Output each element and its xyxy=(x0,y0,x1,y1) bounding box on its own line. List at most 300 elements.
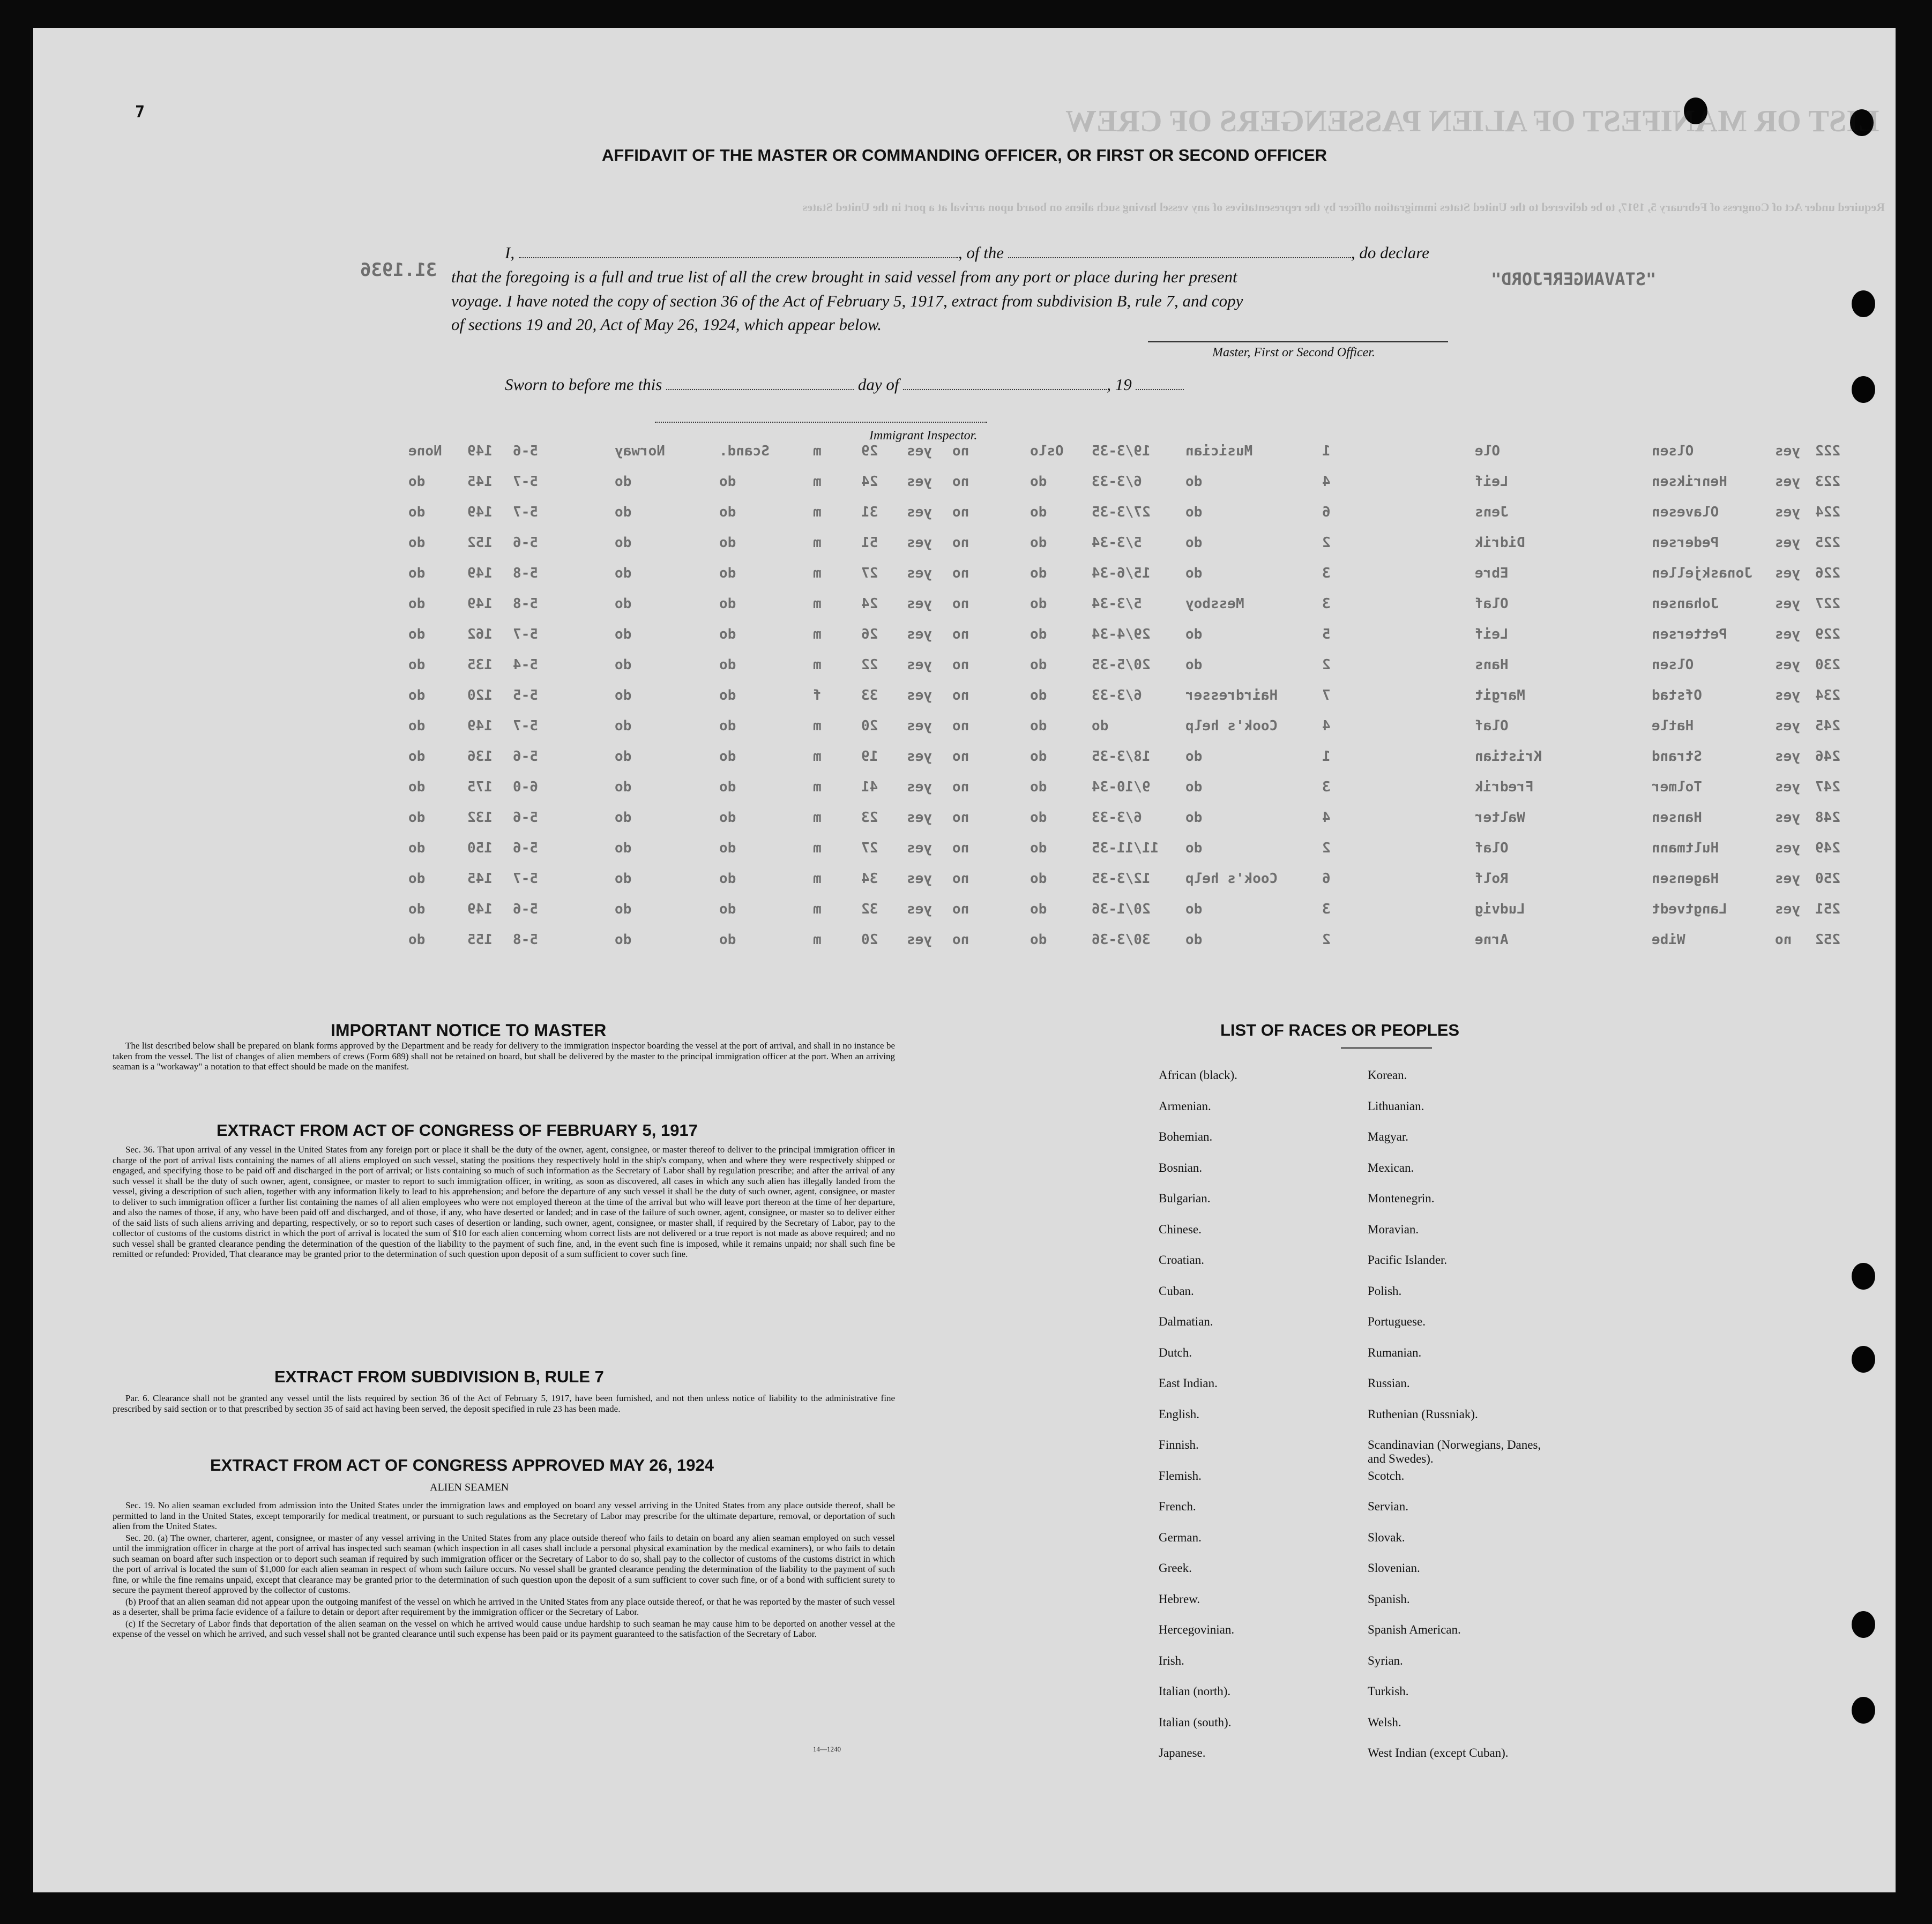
race-item: Spanish. xyxy=(1368,1592,1410,1606)
crew-cell-grade: 2 xyxy=(1322,932,1331,948)
crew-cell-nat: do xyxy=(615,932,632,948)
crew-cell-misc: do xyxy=(408,840,426,856)
affidavit-line-1 xyxy=(505,243,1429,263)
crew-cell-c1: no xyxy=(952,840,969,856)
race-item: Slovenian. xyxy=(1368,1561,1420,1575)
crew-cell-ht: 5-6 xyxy=(513,443,538,459)
crew-cell-occ: do xyxy=(1185,932,1203,948)
race-item: Hercegovinian. xyxy=(1159,1623,1235,1636)
crew-cell-surname: Wibe xyxy=(1652,932,1685,948)
crew-cell-sex: m xyxy=(813,779,822,795)
crew-cell-sex: m xyxy=(813,565,822,581)
crew-cell-surname: Olavesen xyxy=(1652,504,1719,520)
punch-hole xyxy=(1852,1697,1875,1724)
crew-cell-sex: m xyxy=(813,504,822,520)
crew-cell-race: do xyxy=(719,718,736,734)
race-item: Scotch. xyxy=(1368,1469,1405,1483)
ghost-date-stamp: 31.1936 xyxy=(360,259,437,281)
crew-cell-date: 12/3-35 xyxy=(1092,871,1151,887)
crew-cell-c2: yes xyxy=(907,443,932,459)
ghost-corner-mark: 7 xyxy=(135,103,145,122)
crew-cell-race: do xyxy=(719,687,736,703)
crew-cell-given: Olaf xyxy=(1475,718,1509,734)
crew-cell-port: do xyxy=(1030,871,1047,887)
extract-1917-body xyxy=(113,1144,895,1261)
crew-cell-occ: do xyxy=(1185,504,1203,520)
race-item: Portuguese. xyxy=(1368,1315,1426,1328)
crew-cell-ht: 5-8 xyxy=(513,932,538,948)
crew-cell-c2: yes xyxy=(907,718,932,734)
year-prefix-label: , 19 xyxy=(1107,375,1132,394)
crew-cell-age: 29 xyxy=(861,443,878,459)
crew-cell-date: 18/3-35 xyxy=(1092,748,1151,765)
ghost-list-title: LIST OR MANIFEST OF ALIEN PASSENGERS OF CREW xyxy=(1065,103,1879,138)
crew-cell-age: 22 xyxy=(861,657,878,673)
crew-cell-date: 29/4-34 xyxy=(1092,626,1151,642)
crew-cell-wt: 132 xyxy=(467,810,493,826)
crew-cell-given: Didrik xyxy=(1475,535,1525,551)
crew-cell-age: 34 xyxy=(861,871,878,887)
crew-cell-nat: do xyxy=(615,718,632,734)
crew-cell-nat: do xyxy=(615,657,632,673)
crew-cell-nat: do xyxy=(615,840,632,856)
crew-cell-misc: do xyxy=(408,718,426,734)
crew-cell-race: do xyxy=(719,535,736,551)
crew-cell-port: do xyxy=(1030,504,1047,520)
sec-20a-text: Sec. 20. (a) The owner, charterer, agent, consignee, or master of any vessel arriving in the United States from any place outside thereof who fails to detain on board any alien seaman employed on such vessel until the immigration officer in charge at the port of arrival has inspected such seaman (which inspection in all cases shall include a personal physical examination by the medical examiners), or who fails to detain such seaman on board after such inspection or to deport such seaman if required by such immigration officer or the Secretary of Labor to do so, shall pay to the collector of customs of the customs district in which the port of arrival is located the sum of $1,000 for each alien seaman in respect of whom such failure occurs. No vessel shall be granted clearance pending the determination of the liability to the payment of such fine, or while the fine remains unpaid, except that clearance may be granted prior to the determination of such question upon the deposit of a sum sufficient to cover such fine, or of a bond with sufficient surety to secure the payment thereof approved by the collector of customs. xyxy=(113,1532,895,1595)
crew-cell-surname: Johansen xyxy=(1652,596,1719,612)
crew-cell-given: Hans xyxy=(1475,657,1509,673)
crew-cell-date: 11/11-35 xyxy=(1092,840,1159,856)
crew-cell-a: yes xyxy=(1775,565,1800,581)
crew-cell-c2: yes xyxy=(907,932,932,948)
day-of-label: day of xyxy=(857,375,899,394)
crew-cell-port: do xyxy=(1030,626,1047,642)
crew-cell-ht: 5-7 xyxy=(513,626,538,642)
crew-cell-c2: yes xyxy=(907,901,932,917)
race-item: Lithuanian. xyxy=(1368,1099,1424,1113)
notice-title: IMPORTANT NOTICE TO MASTER xyxy=(331,1021,607,1040)
crew-cell-c1: no xyxy=(952,932,969,948)
crew-cell-c2: yes xyxy=(907,565,932,581)
crew-cell-nat: do xyxy=(615,871,632,887)
punch-hole xyxy=(1852,1346,1875,1373)
crew-cell-given: Margit xyxy=(1475,687,1525,703)
race-item: Bohemian. xyxy=(1159,1130,1213,1143)
crew-cell-nat: do xyxy=(615,596,632,612)
crew-cell-surname: Jonaskjellen xyxy=(1652,565,1752,581)
crew-cell-nat: do xyxy=(615,779,632,795)
notice-text: The list described below shall be prepared on blank forms approved by the Department and be ready for delivery to the immigration inspector boarding the vessel at the port of arrival, and shall in no instance be taken from the vessel. The list of changes of alien members of crews (Form 689) shall not be retained on board, but shall be delivered by the master to the principal immigration officer at the port. When an arriving seaman is a "workaway" a notation to that effect should be made on the manifest. xyxy=(113,1040,895,1072)
race-item: Magyar. xyxy=(1368,1130,1409,1143)
declare-label: , do declare xyxy=(1351,243,1429,262)
crew-cell-no: 229 xyxy=(1815,626,1840,642)
crew-cell-date: 19/3-35 xyxy=(1092,443,1151,459)
crew-cell-race: do xyxy=(719,596,736,612)
crew-cell-surname: Langtvedt xyxy=(1652,901,1727,917)
race-item: Ruthenian (Russniak). xyxy=(1368,1407,1478,1421)
crew-cell-grade: 5 xyxy=(1322,626,1331,642)
crew-cell-surname: Hatle xyxy=(1652,718,1694,734)
crew-cell-wt: 152 xyxy=(467,535,493,551)
crew-cell-surname: Olsen xyxy=(1652,657,1694,673)
race-item: Hebrew. xyxy=(1159,1592,1200,1606)
crew-cell-a: yes xyxy=(1775,779,1800,795)
crew-cell-wt: 136 xyxy=(467,748,493,765)
crew-cell-age: 32 xyxy=(861,901,878,917)
crew-cell-given: Arne xyxy=(1475,932,1509,948)
crew-cell-c1: no xyxy=(952,871,969,887)
crew-cell-c2: yes xyxy=(907,871,932,887)
crew-cell-c2: yes xyxy=(907,474,932,490)
crew-cell-c2: yes xyxy=(907,810,932,826)
race-item: Dalmatian. xyxy=(1159,1315,1213,1328)
crew-cell-ht: 5-6 xyxy=(513,901,538,917)
crew-cell-a: yes xyxy=(1775,504,1800,520)
crew-cell-no: 247 xyxy=(1815,779,1840,795)
race-item: Slovak. xyxy=(1368,1530,1405,1544)
ghost-subtitle: Required under Act of Congress of February 5, 1917, to be delivered to the United States immigration officer by the representatives of any vessel having such aliens on board upon arrival at a port in the United States xyxy=(802,200,1885,214)
crew-cell-a: yes xyxy=(1775,901,1800,917)
crew-cell-surname: Hagensen xyxy=(1652,871,1719,887)
crew-cell-a: yes xyxy=(1775,871,1800,887)
crew-cell-wt: 175 xyxy=(467,779,493,795)
race-item: Russian. xyxy=(1368,1376,1410,1390)
race-item: Pacific Islander. xyxy=(1368,1253,1448,1267)
crew-cell-given: Olaf xyxy=(1475,840,1509,856)
crew-cell-no: 248 xyxy=(1815,810,1840,826)
race-item: Finnish. xyxy=(1159,1438,1199,1451)
crew-cell-age: 26 xyxy=(861,626,878,642)
sworn-month-field[interactable] xyxy=(903,377,1107,390)
crew-cell-misc: do xyxy=(408,565,426,581)
crew-cell-given: Leif xyxy=(1475,474,1509,490)
crew-cell-no: 222 xyxy=(1815,443,1840,459)
inspector-signature-line[interactable] xyxy=(655,422,987,423)
crew-cell-ht: 5-7 xyxy=(513,504,538,520)
race-item: Mexican. xyxy=(1368,1161,1414,1174)
crew-cell-ht: 5-6 xyxy=(513,810,538,826)
sworn-line xyxy=(505,375,1184,394)
crew-cell-nat: do xyxy=(615,901,632,917)
crew-cell-misc: do xyxy=(408,657,426,673)
crew-cell-grade: 3 xyxy=(1322,901,1331,917)
crew-cell-date: 30/3-36 xyxy=(1092,932,1151,948)
race-item: French. xyxy=(1159,1500,1196,1513)
crew-cell-c1: no xyxy=(952,779,969,795)
crew-cell-given: Leif xyxy=(1475,626,1509,642)
crew-cell-no: 234 xyxy=(1815,687,1840,703)
race-item: West Indian (except Cuban). xyxy=(1368,1746,1509,1760)
crew-cell-no: 250 xyxy=(1815,871,1840,887)
race-item: Syrian. xyxy=(1368,1653,1403,1667)
rule-7-body xyxy=(113,1393,895,1415)
crew-cell-grade: 4 xyxy=(1322,718,1331,734)
crew-cell-surname: Henriksen xyxy=(1652,474,1727,490)
par-6-text: Par. 6. Clearance shall not be granted any vessel until the lists required by section 36 of the Act of February 5, 1917, have been furnished, and not then unless notice of liability to the administrative fine prescribed by said section or to that prescribed by section 35 of said act having been served, the deposit specified in rule 23 has been made. xyxy=(113,1393,895,1414)
crew-cell-c2: yes xyxy=(907,748,932,765)
crew-cell-port: do xyxy=(1030,932,1047,948)
crew-cell-port: do xyxy=(1030,474,1047,490)
crew-cell-occ: Hairdresser xyxy=(1185,687,1278,703)
crew-cell-wt: 149 xyxy=(467,596,493,612)
crew-cell-a: yes xyxy=(1775,474,1800,490)
crew-cell-given: Kristian xyxy=(1475,748,1542,765)
crew-cell-c1: no xyxy=(952,565,969,581)
race-item: Flemish. xyxy=(1159,1469,1202,1483)
crew-cell-a: yes xyxy=(1775,596,1800,612)
crew-cell-ht: 5-5 xyxy=(513,687,538,703)
race-item: Japanese. xyxy=(1159,1746,1206,1760)
extract-1924-title: EXTRACT FROM ACT OF CONGRESS APPROVED MAY 26, 1924 xyxy=(210,1456,714,1474)
crew-cell-ht: 5-6 xyxy=(513,748,538,765)
crew-cell-no: 225 xyxy=(1815,535,1840,551)
crew-cell-nat: do xyxy=(615,504,632,520)
crew-cell-port: do xyxy=(1030,718,1047,734)
crew-cell-nat: Norway xyxy=(615,443,665,459)
crew-cell-grade: 2 xyxy=(1322,657,1331,673)
affidavit-title: AFFIDAVIT OF THE MASTER OR COMMANDING OFFICER, OR FIRST OR SECOND OFFICER xyxy=(601,146,1327,164)
crew-cell-wt: 149 xyxy=(467,718,493,734)
crew-cell-c1: no xyxy=(952,657,969,673)
crew-cell-c1: no xyxy=(952,535,969,551)
crew-cell-nat: do xyxy=(615,474,632,490)
inspector-label: Immigrant Inspector. xyxy=(869,429,978,443)
crew-cell-date: 6/3-33 xyxy=(1092,474,1142,490)
crew-cell-age: 23 xyxy=(861,810,878,826)
extract-1924-body xyxy=(113,1500,895,1641)
crew-cell-sex: m xyxy=(813,657,822,673)
crew-cell-sex: m xyxy=(813,748,822,765)
crew-cell-grade: 4 xyxy=(1322,810,1331,826)
crew-cell-age: 24 xyxy=(861,596,878,612)
crew-cell-race: do xyxy=(719,932,736,948)
crew-cell-misc: do xyxy=(408,474,426,490)
crew-cell-a: yes xyxy=(1775,840,1800,856)
crew-cell-port: do xyxy=(1030,901,1047,917)
crew-cell-port: do xyxy=(1030,535,1047,551)
crew-cell-grade: 3 xyxy=(1322,596,1331,612)
race-item: Korean. xyxy=(1368,1068,1407,1082)
crew-cell-no: 224 xyxy=(1815,504,1840,520)
crew-cell-nat: do xyxy=(615,810,632,826)
crew-cell-occ: Musician xyxy=(1185,443,1253,459)
sworn-day-field[interactable] xyxy=(666,377,854,390)
sec-20c-text: (c) If the Secretary of Labor finds that deportation of the alien seaman on the vessel on which he arrived would cause undue hardship to such seaman he may cause him to be deported on another vessel at the expense of the vessel on which he arrived, and such vessel shall not be granted clearance until such expense has been paid or its payment guaranteed to the satisfaction of the Secretary of Labor. xyxy=(113,1618,895,1639)
crew-cell-misc: do xyxy=(408,535,426,551)
crew-cell-sex: m xyxy=(813,535,822,551)
races-title-rule xyxy=(1341,1047,1432,1049)
crew-cell-a: yes xyxy=(1775,810,1800,826)
crew-cell-grade: 3 xyxy=(1322,565,1331,581)
crew-cell-grade: 2 xyxy=(1322,840,1331,856)
crew-cell-sex: m xyxy=(813,840,822,856)
crew-cell-ht: 5-4 xyxy=(513,657,538,673)
crew-cell-sex: m xyxy=(813,443,822,459)
crew-cell-nat: do xyxy=(615,565,632,581)
crew-cell-grade: 7 xyxy=(1322,687,1331,703)
crew-cell-age: 24 xyxy=(861,474,878,490)
crew-cell-occ: do xyxy=(1185,657,1203,673)
punch-hole xyxy=(1852,290,1875,317)
crew-cell-ht: 5-8 xyxy=(513,596,538,612)
crew-cell-wt: 149 xyxy=(467,504,493,520)
crew-cell-nat: do xyxy=(615,535,632,551)
crew-cell-given: Walter xyxy=(1475,810,1525,826)
crew-cell-given: Fredrik xyxy=(1475,779,1534,795)
race-item: Polish. xyxy=(1368,1284,1402,1298)
crew-cell-misc: do xyxy=(408,810,426,826)
crew-cell-occ: do xyxy=(1185,901,1203,917)
crew-cell-c1: no xyxy=(952,718,969,734)
races-list-title: LIST OF RACES OR PEOPLES xyxy=(1220,1021,1460,1039)
crew-cell-race: do xyxy=(719,779,736,795)
crew-cell-age: 33 xyxy=(861,687,878,703)
crew-cell-nat: do xyxy=(615,687,632,703)
crew-cell-occ: do xyxy=(1185,840,1203,856)
crew-cell-surname: Olsen xyxy=(1652,443,1694,459)
crew-cell-port: do xyxy=(1030,565,1047,581)
crew-cell-given: Ludvig xyxy=(1475,901,1525,917)
crew-cell-ht: 5-8 xyxy=(513,565,538,581)
crew-cell-misc: do xyxy=(408,626,426,642)
crew-cell-no: 249 xyxy=(1815,840,1840,856)
crew-cell-no: 226 xyxy=(1815,565,1840,581)
form-number: 14—1240 xyxy=(813,1745,841,1753)
crew-cell-age: 27 xyxy=(861,840,878,856)
crew-cell-c1: no xyxy=(952,901,969,917)
crew-cell-ht: 5-6 xyxy=(513,840,538,856)
crew-cell-no: 230 xyxy=(1815,657,1840,673)
crew-cell-c1: no xyxy=(952,687,969,703)
crew-cell-occ: do xyxy=(1185,626,1203,642)
sworn-year-field[interactable] xyxy=(1136,377,1184,390)
race-item: Italian (north). xyxy=(1159,1685,1231,1698)
crew-cell-wt: 149 xyxy=(467,443,493,459)
race-item: Spanish American. xyxy=(1368,1623,1461,1636)
race-item: Bulgarian. xyxy=(1159,1192,1211,1205)
crew-cell-race: Scand. xyxy=(719,443,770,459)
crew-cell-date: 6/3-33 xyxy=(1092,687,1142,703)
punch-hole xyxy=(1852,376,1875,403)
race-item: Montenegrin. xyxy=(1368,1192,1435,1205)
crew-cell-a: yes xyxy=(1775,626,1800,642)
vessel-name-field[interactable] xyxy=(1008,245,1351,258)
crew-cell-wt: 145 xyxy=(467,871,493,887)
crew-cell-a: yes xyxy=(1775,443,1800,459)
crew-cell-nat: do xyxy=(615,626,632,642)
crew-cell-occ: do xyxy=(1185,565,1203,581)
crew-cell-port: do xyxy=(1030,748,1047,765)
crew-cell-c1: no xyxy=(952,474,969,490)
crew-cell-grade: 6 xyxy=(1322,871,1331,887)
crew-cell-surname: Strand xyxy=(1652,748,1702,765)
crew-cell-surname: Hansen xyxy=(1652,810,1702,826)
crew-cell-c2: yes xyxy=(907,504,932,520)
crew-cell-ht: 5-7 xyxy=(513,871,538,887)
crew-cell-date: do xyxy=(1092,718,1109,734)
crew-cell-race: do xyxy=(719,657,736,673)
crew-cell-date: 5/3-34 xyxy=(1092,535,1142,551)
race-item: Welsh. xyxy=(1368,1715,1401,1729)
crew-cell-occ: do xyxy=(1185,810,1203,826)
crew-cell-occ: do xyxy=(1185,535,1203,551)
crew-cell-occ: do xyxy=(1185,748,1203,765)
crew-cell-occ: Messboy xyxy=(1185,596,1244,612)
crew-cell-misc: None xyxy=(408,443,442,459)
crew-cell-date: 15/6-34 xyxy=(1092,565,1151,581)
crew-cell-no: 245 xyxy=(1815,718,1840,734)
crew-cell-age: 27 xyxy=(861,565,878,581)
crew-cell-c2: yes xyxy=(907,596,932,612)
race-item: English. xyxy=(1159,1407,1200,1421)
alien-seamen-subtitle: ALIEN SEAMEN xyxy=(430,1481,509,1493)
crew-cell-ht: 5-7 xyxy=(513,718,538,734)
crew-cell-wt: 145 xyxy=(467,474,493,490)
crew-cell-port: do xyxy=(1030,596,1047,612)
crew-cell-given: Olaf xyxy=(1475,596,1509,612)
crew-cell-date: 27/3-35 xyxy=(1092,504,1151,520)
crew-cell-c1: no xyxy=(952,504,969,520)
race-item: Irish. xyxy=(1159,1653,1184,1667)
crew-cell-wt: 155 xyxy=(467,932,493,948)
notice-body xyxy=(113,1040,895,1073)
crew-cell-a: yes xyxy=(1775,718,1800,734)
race-item: Armenian. xyxy=(1159,1099,1211,1113)
crew-cell-port: do xyxy=(1030,687,1047,703)
crew-cell-c2: yes xyxy=(907,626,932,642)
race-item: Turkish. xyxy=(1368,1685,1409,1698)
crew-cell-c2: yes xyxy=(907,535,932,551)
crew-cell-surname: Tolmer xyxy=(1652,779,1702,795)
crew-cell-misc: do xyxy=(408,932,426,948)
crew-cell-date: 5/3-34 xyxy=(1092,596,1142,612)
crew-cell-occ: Cook's help xyxy=(1185,718,1278,734)
crew-cell-sex: m xyxy=(813,871,822,887)
crew-cell-a: yes xyxy=(1775,687,1800,703)
crew-cell-a: yes xyxy=(1775,748,1800,765)
crew-cell-age: 20 xyxy=(861,718,878,734)
crew-cell-occ: do xyxy=(1185,779,1203,795)
race-item: Scandinavian (Norwegians, Danes, and Swedes). xyxy=(1368,1438,1541,1465)
crew-cell-wt: 149 xyxy=(467,565,493,581)
crew-cell-ht: 6-0 xyxy=(513,779,538,795)
manifest-page xyxy=(33,28,1896,1892)
crew-cell-given: Ole xyxy=(1475,443,1500,459)
crew-cell-ht: 5-6 xyxy=(513,535,538,551)
extract-1917-title: EXTRACT FROM ACT OF CONGRESS OF FEBRUARY 5, 1917 xyxy=(217,1121,698,1140)
crew-cell-port: do xyxy=(1030,657,1047,673)
crew-cell-age: 41 xyxy=(861,779,878,795)
crew-cell-no: 223 xyxy=(1815,474,1840,490)
crew-cell-sex: m xyxy=(813,718,822,734)
crew-cell-c1: no xyxy=(952,810,969,826)
crew-cell-misc: do xyxy=(408,779,426,795)
declarant-name-field[interactable] xyxy=(519,245,958,258)
race-item: Bosnian. xyxy=(1159,1161,1203,1174)
crew-cell-c1: no xyxy=(952,596,969,612)
race-item: Croatian. xyxy=(1159,1253,1204,1267)
crew-cell-occ: Cook's help xyxy=(1185,871,1278,887)
master-signature-line[interactable] xyxy=(1148,341,1448,342)
crew-cell-sex: m xyxy=(813,901,822,917)
race-item: Greek. xyxy=(1159,1561,1192,1575)
crew-cell-c2: yes xyxy=(907,687,932,703)
race-item: Dutch. xyxy=(1159,1345,1192,1359)
crew-cell-port: do xyxy=(1030,810,1047,826)
crew-cell-age: 19 xyxy=(861,748,878,765)
sec-36-text: Sec. 36. That upon arrival of any vessel in the United States from any foreign port or place it shall be the duty of the owner, agent, consignee, or master thereof to deliver to the principal immigration officer in charge of the port of arrival lists containing the names of all aliens employed on such vessel, stating the positions they respectively hold in the ship's company, when and where they were respectively shipped or engaged, and specifying those to be paid off and discharged in the port of arrival; or lists containing so much of such information as the Secretary of Labor shall by regulation prescribe; and after the arrival of any such vessel it shall be the duty of such owner, agent, consignee, or master to report to such immigration officer, in writing, as soon as discovered, all cases in which any such alien has illegally landed from the vessel, giving a description of such alien, together with any information likely to lead to his apprehension; and before the departure of any such vessel it shall be the duty of such owner, agent, consignee, or master to deliver to such immigration officer a further list containing the names of all alien employees who were not employed thereon at the time of the arrival but who will leave port thereon at the time of her departure, and also the names of those, if any, who have been paid off and discharged, and of those, if any, who have deserted or landed; and in case of the failure of such owner, agent, consignee, or master so to deliver either of the said lists of such aliens arriving and departing, respectively, or so to report such cases of desertion or landing, such owner, agent, consignee, or master shall, if required by the Secretary of Labor, pay to the collector of customs of the customs district in which the port of arrival is located the sum of $10 for each alien concerning whom correct lists are not delivered or a true report is not made as above required; and no such vessel shall be granted clearance pending the determination of the question of the liability to the payment of such fine, and, in the event such fine is imposed, while it remains unpaid; nor shall such fine be remitted or refunded: Provided, That clearance may be granted prior to the determination of such question upon deposit of a sum sufficient to cover such fine. xyxy=(113,1144,895,1259)
